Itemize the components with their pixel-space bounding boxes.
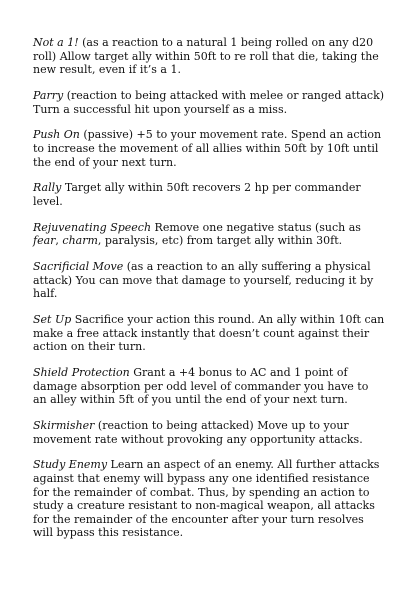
ability-shield-protection (33, 366, 385, 407)
ability-name: Set Up (33, 313, 72, 327)
ability-list (33, 36, 385, 552)
ability-rejuvenating-speech (33, 221, 385, 248)
ability-description: (as a reaction to a natural 1 being rolled on any d20 roll) Allow target ally within 50ft to re roll that die, taking the new result, even if it’s a 1. (33, 36, 379, 77)
status-charm: charm (62, 234, 98, 248)
ability-skirmisher (33, 419, 385, 446)
ability-set-up (33, 313, 385, 354)
ability-name: Parry (33, 88, 64, 102)
ability-name: Push On (33, 128, 80, 142)
ability-study-enemy (33, 458, 385, 540)
ability-description: Grant a +4 bonus to AC and 1 point of damage absorption per odd level of commander you have to an alley within 5ft of you until the end of your next turn. (33, 366, 369, 407)
ability-name: Study Enemy (33, 458, 108, 472)
description-text: , (55, 234, 63, 248)
ability-name: Sacrificial Move (33, 260, 124, 274)
ability-rally (33, 181, 385, 208)
ability-parry (33, 89, 385, 116)
ability-description: Learn an aspect of an enemy. All further attacks against that enemy will bypass any one identified resistance for the remainder of combat. Thus, by spending an action to study a creature resistant to non-magical weapon, all attacks for the remainder of the encounter after your turn resolves will bypass this resistance. (33, 458, 380, 540)
ability-name: Rejuvenating Speech (33, 220, 152, 234)
ability-push-on (33, 128, 385, 169)
description-text: , paralysis, etc) from target ally within 30ft. (97, 234, 343, 248)
status-fear: fear (33, 234, 56, 248)
ability-description: Sacrifice your action this round. An ally within 10ft can make a free attack instantly that doesn’t count against their action on their turn. (33, 313, 385, 354)
ability-not-a-1 (33, 36, 385, 77)
ability-name: Not a 1! (33, 36, 79, 49)
description-text: Remove one negative status (such as (151, 220, 361, 234)
ability-sacrificial-move (33, 260, 385, 301)
ability-name: Rally (33, 181, 62, 195)
ability-description: (passive) +5 to your movement rate. Spend an action to increase the movement of all allies within 50ft by 10ft until the end of your next turn. (33, 128, 382, 169)
ability-description: (reaction to being attacked) Move up to your movement rate without provoking any opportunity attacks. (33, 418, 363, 446)
ability-description: Target ally within 50ft recovers 2 hp per commander level. (33, 181, 361, 208)
ability-description: (reaction to being attacked with melee or ranged attack) Turn a successful hit upon yourself as a miss. (33, 88, 385, 116)
ability-description: (as a reaction to an ally suffering a physical attack) You can move that damage to yourself, reducing it by half. (33, 260, 374, 301)
ability-name: Shield Protection (33, 366, 130, 379)
ability-name: Skirmisher (33, 418, 95, 432)
